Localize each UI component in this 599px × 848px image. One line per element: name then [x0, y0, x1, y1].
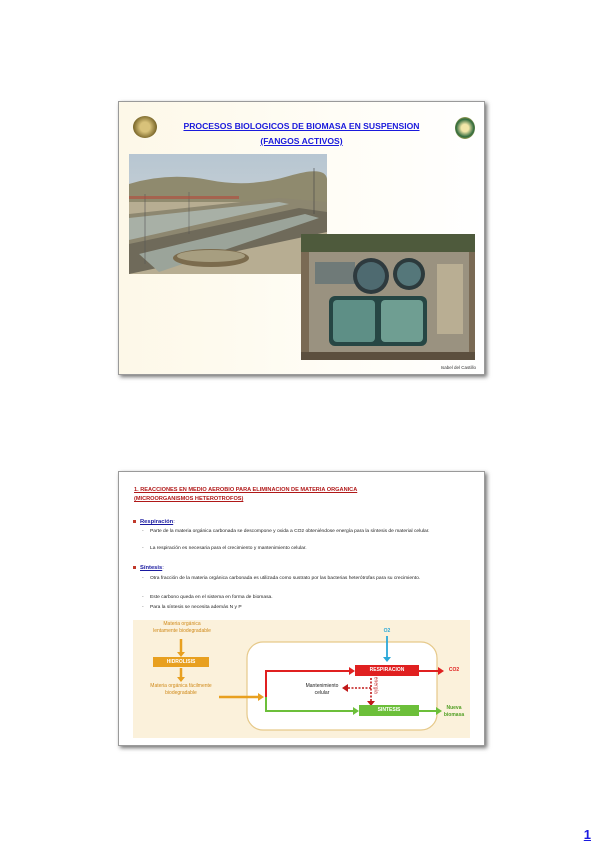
hidrolisis-box: HIDROLISIS	[153, 657, 209, 667]
metabolism-diagram	[133, 620, 470, 738]
author-credit: Isabel del Castillo	[440, 365, 476, 370]
mantenimiento-label: Mantenimiento celular	[305, 683, 339, 696]
slide2-title-line2: (MICROORGANISMOS HETEROTROFOS)	[134, 496, 244, 502]
fast-organic-matter-label: Materia orgánica fácilmente biodegradable	[150, 683, 212, 696]
energia-label: energía	[372, 676, 379, 694]
respiracion-heading: Respiración:	[133, 519, 175, 525]
sintesis-heading: Síntesis:	[133, 565, 164, 571]
page-number[interactable]: 1	[583, 827, 591, 842]
sintesis-item-3: - Para la síntesis se necesita además N y P	[142, 605, 242, 610]
respiracion-item-1: - Parte de la materia orgánica carbonada se descompone y oxida a CO2 obteniéndose energía para la síntesis de material celular.	[142, 529, 430, 534]
slide1-title-line2: (FANGOS ACTIVOS)	[260, 136, 343, 146]
sintesis-item-1-text: Otra fracción de la materia orgánica carbonada es utilizada como sustrato por las bacterias heterótrofas para su crecimiento.	[150, 576, 421, 581]
sintesis-label: Síntesis	[140, 565, 163, 571]
sintesis-item-2-text: Este carbono queda en el sistema en forma de biomasa.	[150, 595, 273, 600]
photo-treatment-tanks	[129, 154, 327, 274]
bullet-square-icon	[133, 566, 136, 569]
sintesis-item-1: - Otra fracción de la materia orgánica carbonada es utilizada como sustrato por las bacterias heterótrofas para su crecimiento.	[142, 576, 421, 581]
slide1-title-line1: PROCESOS BIOLOGICOS DE BIOMASA EN SUSPENSION	[183, 121, 420, 131]
slide-1	[118, 101, 485, 375]
bullet-square-icon	[133, 520, 136, 523]
o2-label: O2	[383, 628, 391, 634]
sintesis-item-2: - Este carbono queda en el sistema en forma de biomasa.	[142, 595, 273, 600]
respiracion-item-1-text: Parte de la materia orgánica carbonada se descompone y oxida a CO2 obteniéndose energía para la síntesis de material celular.	[150, 529, 430, 534]
respiracion-box: RESPIRACION	[355, 665, 419, 676]
respiracion-item-2-text: La respiración es necesaria para el crecimiento y mantenimiento celular.	[150, 546, 307, 551]
sintesis-item-3-text: Para la síntesis se necesita además N y P	[150, 605, 242, 610]
slow-organic-matter-label: Materia orgánica lentamente biodegradable	[153, 621, 211, 634]
respiracion-item-2: - La respiración es necesaria para el crecimiento y mantenimiento celular.	[142, 546, 307, 551]
photo-aerial-plant	[301, 234, 475, 360]
nueva-biomasa-label: Nueva biomasa	[443, 705, 465, 718]
co2-label: CO2	[448, 667, 460, 673]
sintesis-box: SINTESIS	[359, 705, 419, 716]
respiracion-label: Respiración	[140, 519, 174, 525]
slide-2	[118, 471, 485, 746]
slide2-title-line1: 1. REACCIONES EN MEDIO AEROBIO PARA ELIMINACION DE MATERIA ORGANICA	[134, 487, 358, 493]
diagram-arrows	[133, 620, 470, 738]
